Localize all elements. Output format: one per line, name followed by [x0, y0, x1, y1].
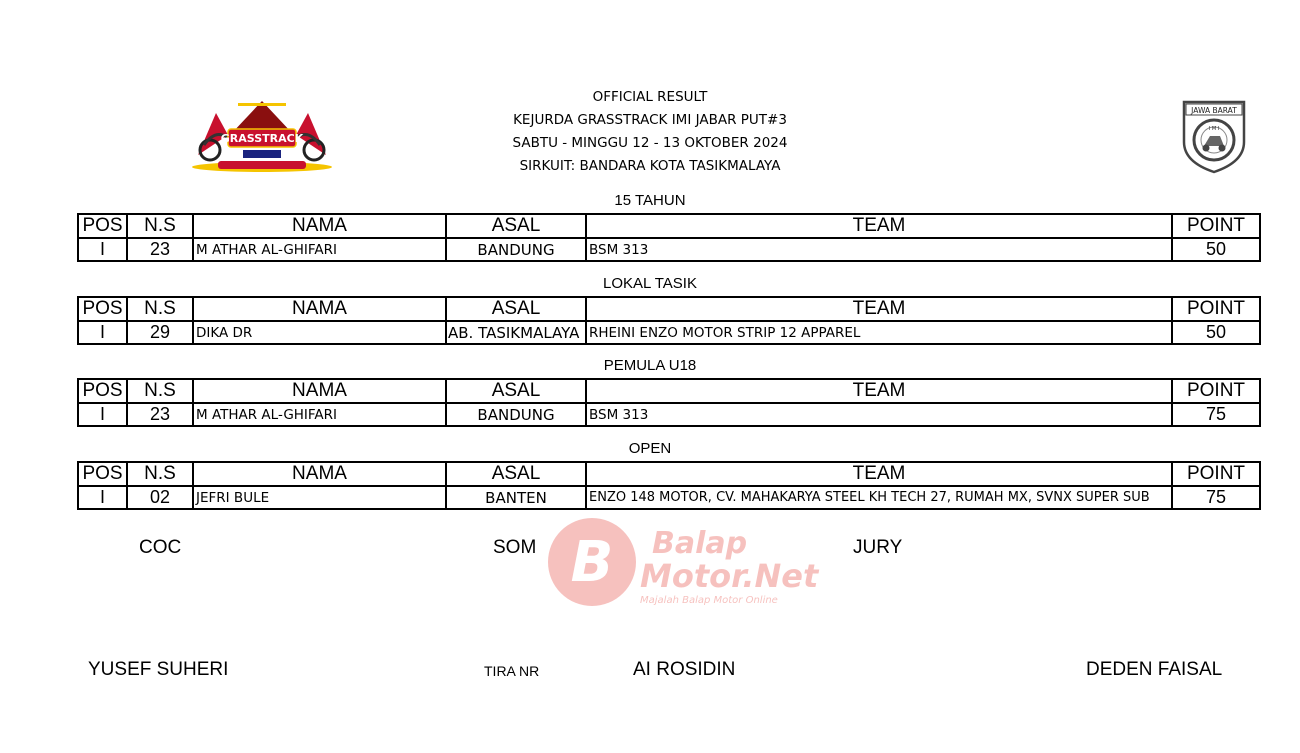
cell-asal: BANTEN	[446, 486, 586, 509]
cell-team: RHEINI ENZO MOTOR STRIP 12 APPAREL	[586, 321, 1172, 344]
cell-asal: BANDUNG	[446, 403, 586, 426]
header-event-name: KEJURDA GRASSTRACK IMI JABAR PUT#3	[513, 112, 787, 128]
table-row	[78, 321, 1260, 344]
cell-asal: BANDUNG	[446, 238, 586, 261]
cell-point: 75	[1172, 403, 1260, 426]
header-official-result: OFFICIAL RESULT	[592, 89, 708, 105]
cell-ns: 23	[127, 403, 193, 426]
category-title: OPEN	[628, 440, 672, 457]
cell-point: 50	[1172, 321, 1260, 344]
watermark-tagline: Majalah Balap Motor Online	[640, 595, 778, 606]
col-ns: N.S	[127, 214, 193, 238]
col-nama: NAMA	[193, 297, 446, 321]
cell-nama: JEFRI BULE	[193, 486, 446, 509]
col-point: POINT	[1172, 462, 1260, 486]
logo-right-letters: I M I	[1208, 126, 1220, 132]
col-asal: ASAL	[446, 379, 586, 403]
cell-point: 75	[1172, 486, 1260, 509]
logo-right-top-text: JAWA BARAT	[1191, 106, 1237, 115]
cell-team: ENZO 148 MOTOR, CV. MAHAKARYA STEEL KH TECH 27, RUMAH MX, SVNX SUPER SUB	[586, 486, 1172, 509]
som-name-2: AI ROSIDIN	[633, 659, 736, 680]
result-table	[77, 296, 1261, 345]
table-header-row	[78, 462, 1260, 486]
balapmotor-watermark	[540, 515, 870, 610]
category-title: LOKAL TASIK	[603, 275, 697, 292]
cell-ns: 02	[127, 486, 193, 509]
result-table	[77, 378, 1261, 427]
col-pos: POS	[78, 462, 127, 486]
cell-point: 50	[1172, 238, 1260, 261]
table-row	[78, 486, 1260, 509]
cell-team: BSM 313	[586, 403, 1172, 426]
coc-name: YUSEF SUHERI	[88, 659, 229, 680]
result-table	[77, 213, 1261, 262]
result-table	[77, 461, 1261, 510]
col-team: TEAM	[586, 214, 1172, 238]
col-point: POINT	[1172, 297, 1260, 321]
col-asal: ASAL	[446, 462, 586, 486]
col-ns: N.S	[127, 379, 193, 403]
table-row	[78, 238, 1260, 261]
table-header-row	[78, 379, 1260, 403]
col-ns: N.S	[127, 462, 193, 486]
category-title: 15 TAHUN	[614, 192, 686, 209]
col-nama: NAMA	[193, 462, 446, 486]
cell-ns: 23	[127, 238, 193, 261]
cell-asal: AB. TASIKMALAYA	[446, 321, 586, 344]
table-row	[78, 403, 1260, 426]
col-point: POINT	[1172, 214, 1260, 238]
col-pos: POS	[78, 297, 127, 321]
som-name-1: TIRA NR	[484, 663, 540, 679]
header-circuit: SIRKUIT: BANDARA KOTA TASIKMALAYA	[519, 158, 781, 174]
category-title: PEMULA U18	[603, 357, 697, 374]
jury-label: JURY	[853, 537, 903, 558]
col-nama: NAMA	[193, 214, 446, 238]
col-nama: NAMA	[193, 379, 446, 403]
som-label: SOM	[493, 537, 537, 558]
cell-pos: I	[78, 321, 127, 344]
table-header-row	[78, 297, 1260, 321]
logo-left-text: GRASSTRACK	[220, 132, 304, 145]
col-asal: ASAL	[446, 214, 586, 238]
col-team: TEAM	[586, 297, 1172, 321]
cell-nama: M ATHAR AL-GHIFARI	[193, 238, 446, 261]
document-header	[0, 86, 1300, 178]
cell-nama: DIKA DR	[193, 321, 446, 344]
col-pos: POS	[78, 379, 127, 403]
svg-text:B: B	[570, 530, 614, 595]
jury-name: DEDEN FAISAL	[1086, 659, 1223, 680]
header-event-date: SABTU - MINGGU 12 - 13 OKTOBER 2024	[512, 135, 788, 151]
watermark-line1: Balap	[652, 526, 748, 561]
cell-team: BSM 313	[586, 238, 1172, 261]
coc-label: COC	[139, 537, 182, 558]
table-header-row	[78, 214, 1260, 238]
cell-nama: M ATHAR AL-GHIFARI	[193, 403, 446, 426]
watermark-line2: Motor.Net	[640, 557, 819, 595]
col-team: TEAM	[586, 462, 1172, 486]
cell-pos: I	[78, 486, 127, 509]
col-ns: N.S	[127, 297, 193, 321]
cell-pos: I	[78, 403, 127, 426]
col-point: POINT	[1172, 379, 1260, 403]
cell-pos: I	[78, 238, 127, 261]
col-team: TEAM	[586, 379, 1172, 403]
cell-ns: 29	[127, 321, 193, 344]
col-asal: ASAL	[446, 297, 586, 321]
col-pos: POS	[78, 214, 127, 238]
